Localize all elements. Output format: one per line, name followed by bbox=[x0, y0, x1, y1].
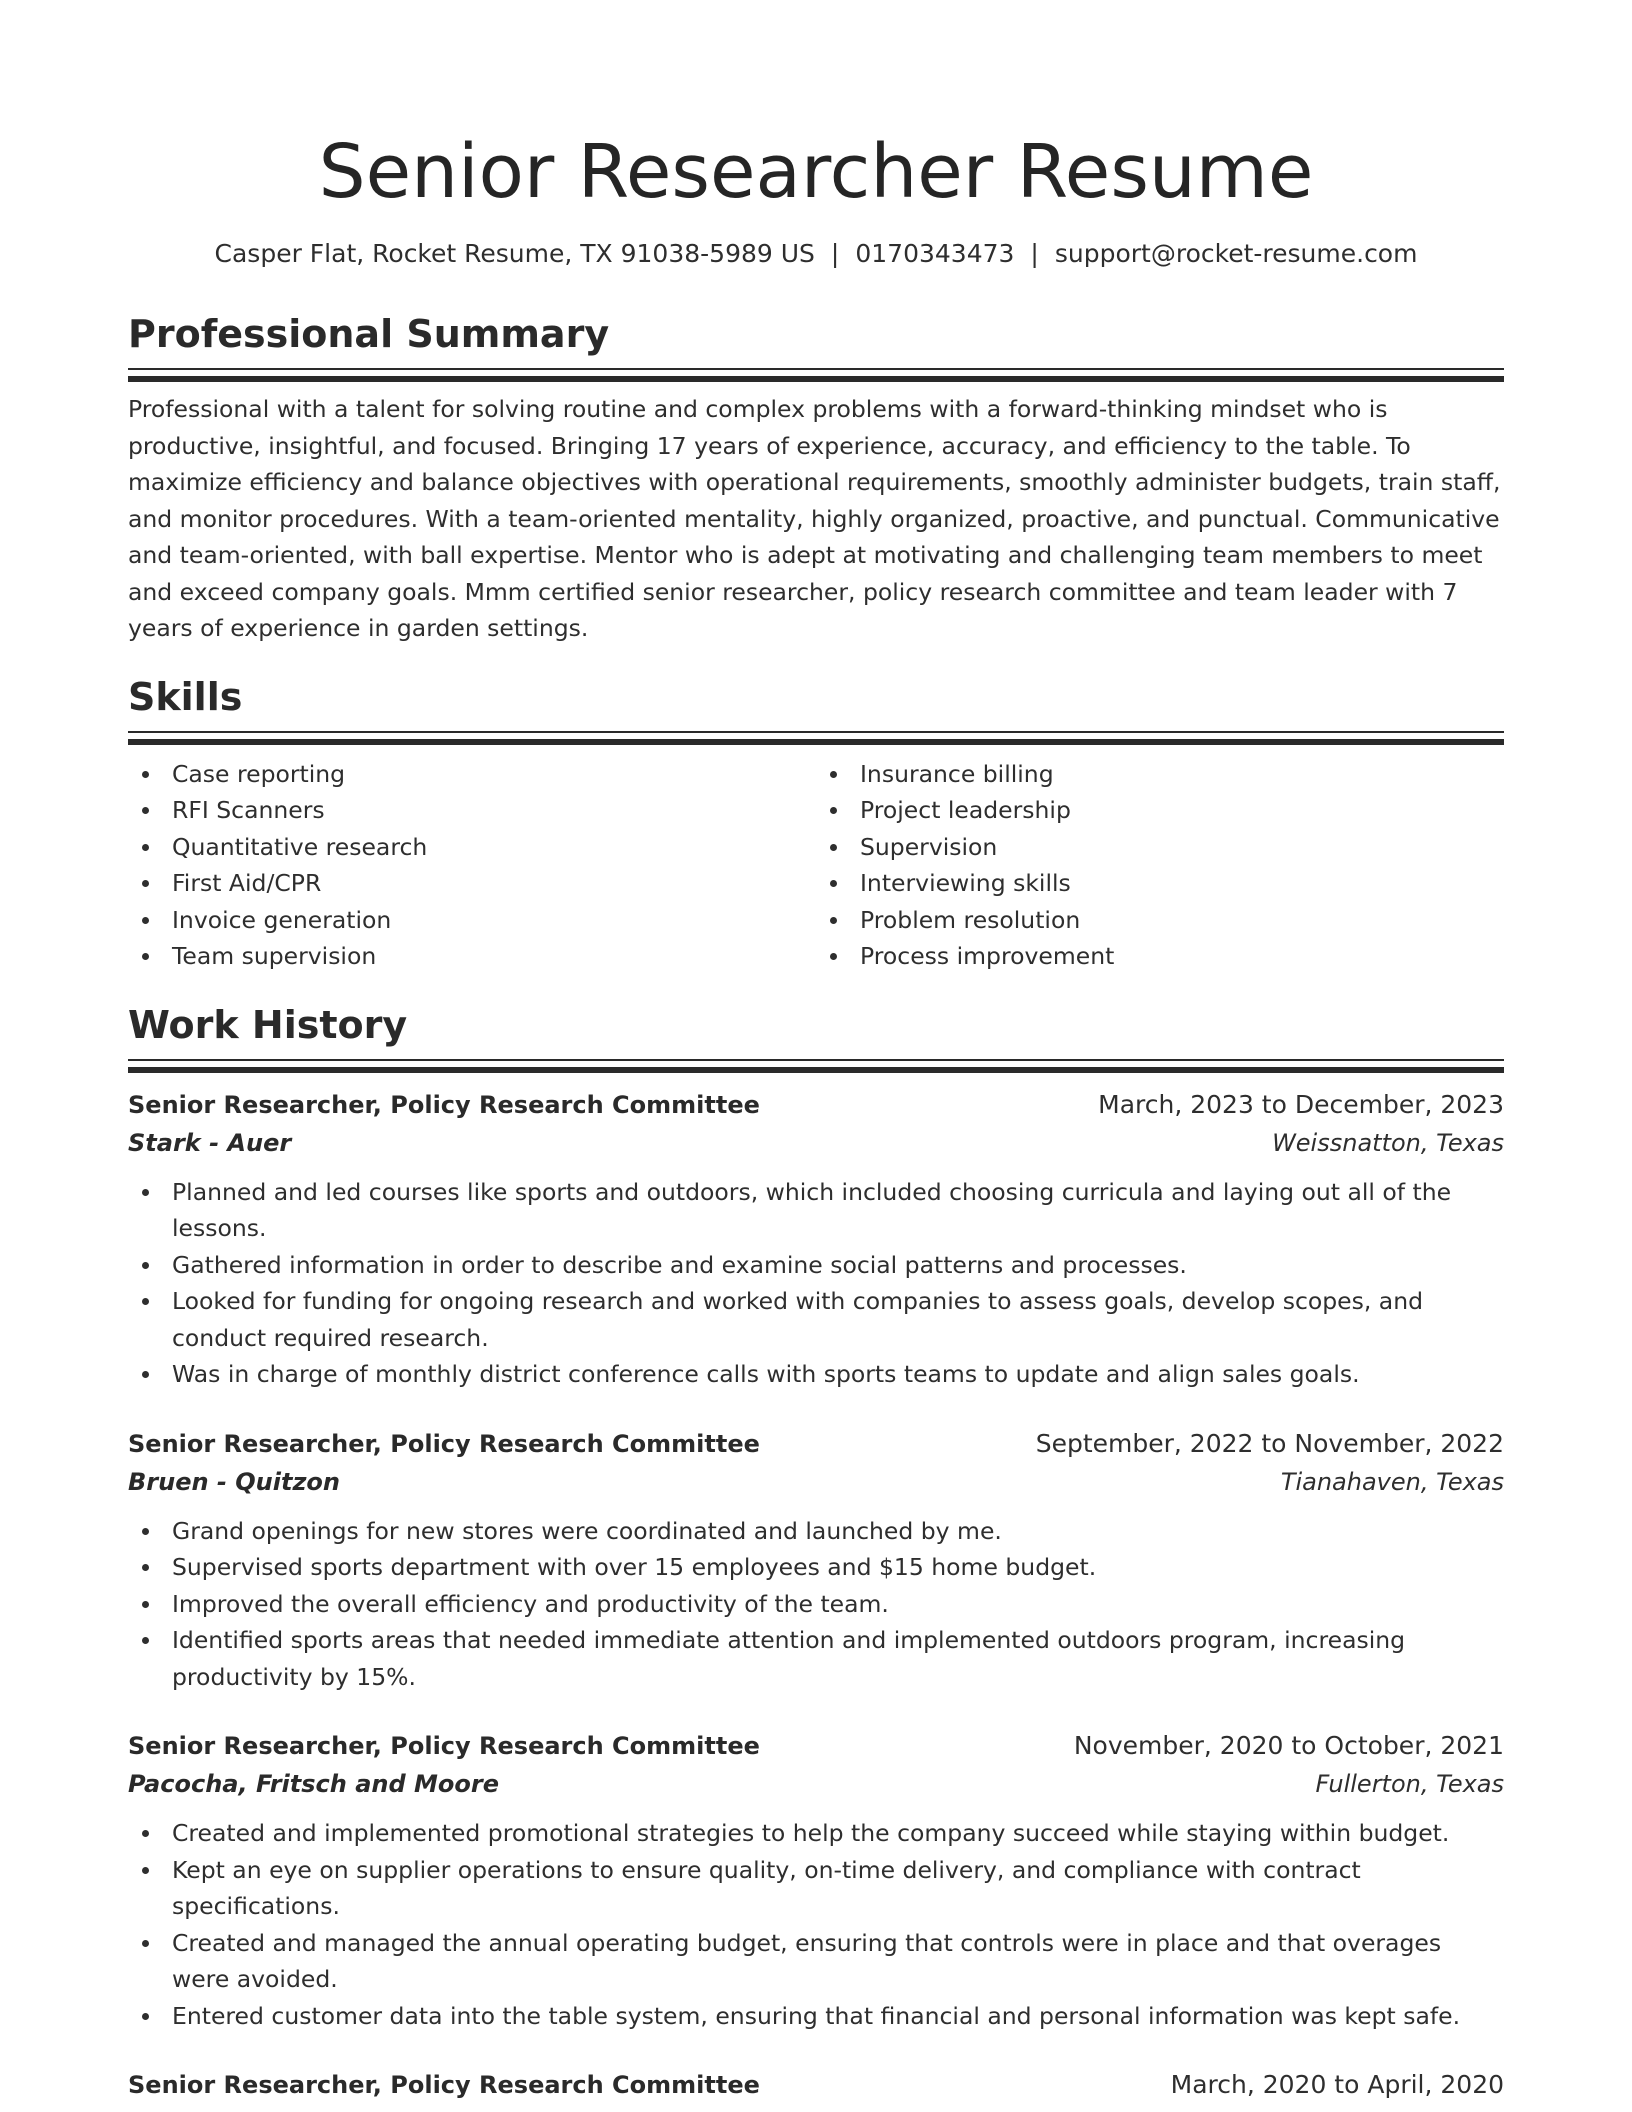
skill-item: Problem resolution bbox=[816, 902, 1504, 939]
job-duty: Created and managed the annual operating budget, ensuring that controls were in place and that overages were avoided. bbox=[128, 1925, 1504, 1998]
skills-columns bbox=[128, 756, 1504, 975]
job-entry bbox=[128, 1086, 1504, 1393]
job-location: Tianahaven, Texas bbox=[1280, 1467, 1504, 1496]
contact-separator: | bbox=[830, 239, 840, 268]
job-location: Fullerton, Texas bbox=[1315, 1770, 1504, 1798]
contact-email[interactable]: support@rocket-resume.com bbox=[1054, 239, 1418, 268]
section-divider bbox=[128, 368, 1504, 379]
job-duties-list bbox=[128, 1174, 1504, 1393]
job-duty: Kept an eye on supplier operations to ensure quality, on-time delivery, and compliance with contract specifications. bbox=[128, 1852, 1504, 1925]
skill-item: RFI Scanners bbox=[128, 792, 816, 829]
skill-item: Project leadership bbox=[816, 792, 1504, 829]
job-duty: Identified sports areas that needed immediate attention and implemented outdoors program, increasing productivity by 15%. bbox=[128, 1622, 1504, 1695]
job-title: Senior Researcher, Policy Research Committee bbox=[128, 1732, 760, 1760]
skill-item: Process improvement bbox=[816, 938, 1504, 975]
job-title: Senior Researcher, Policy Research Committee bbox=[128, 2071, 760, 2099]
job-duty: Entered customer data into the table system, ensuring that financial and personal information was kept safe. bbox=[128, 1998, 1504, 2035]
section-heading-work-history: Work History bbox=[128, 1002, 408, 1047]
job-duty: Improved the overall efficiency and productivity of the team. bbox=[128, 1586, 1504, 1623]
skill-item: Supervision bbox=[816, 829, 1504, 866]
job-entry bbox=[128, 2066, 1504, 2104]
job-dates: November, 2020 to October, 2021 bbox=[1073, 1731, 1504, 1760]
job-company: Pacocha, Fritsch and Moore bbox=[128, 1770, 499, 1798]
skills-list-right bbox=[816, 756, 1504, 975]
skill-item: Quantitative research bbox=[128, 829, 816, 866]
job-duty: Created and implemented promotional strategies to help the company succeed while staying within budget. bbox=[128, 1815, 1504, 1852]
skill-item: Insurance billing bbox=[816, 756, 1504, 793]
job-header-row bbox=[128, 1727, 1504, 1765]
work-history-section bbox=[128, 1001, 1504, 2105]
job-location: Weissnatton, Texas bbox=[1272, 1128, 1504, 1157]
contact-line bbox=[128, 234, 1504, 274]
job-company-row bbox=[128, 1124, 1504, 1162]
job-entry bbox=[128, 1425, 1504, 1696]
job-duty: Gathered information in order to describe and examine social patterns and processes. bbox=[128, 1247, 1504, 1284]
skill-item: Interviewing skills bbox=[816, 865, 1504, 902]
job-duties-list bbox=[128, 1513, 1504, 1696]
skills-list-left bbox=[128, 756, 816, 975]
skill-item: First Aid/CPR bbox=[128, 865, 816, 902]
job-company: Bruen - Quitzon bbox=[128, 1467, 340, 1496]
job-duty: Looked for funding for ongoing research and worked with companies to assess goals, develop scopes, and conduct required research. bbox=[128, 1283, 1504, 1356]
job-header-row bbox=[128, 2066, 1504, 2104]
skill-item: Invoice generation bbox=[128, 902, 816, 939]
job-duty: Planned and led courses like sports and outdoors, which included choosing curricula and laying out all of the lessons. bbox=[128, 1174, 1504, 1247]
job-dates: March, 2020 to April, 2020 bbox=[1170, 2070, 1504, 2099]
contact-address: Casper Flat, Rocket Resume, TX 91038-5989 US bbox=[214, 239, 815, 268]
job-dates: September, 2022 to November, 2022 bbox=[1035, 1428, 1504, 1458]
section-divider bbox=[128, 1059, 1504, 1070]
job-header-row bbox=[128, 1086, 1504, 1124]
skills-section bbox=[128, 673, 1504, 975]
job-dates: March, 2023 to December, 2023 bbox=[1098, 1089, 1504, 1119]
job-header-row bbox=[128, 1425, 1504, 1463]
skill-item: Team supervision bbox=[128, 938, 816, 975]
contact-separator: | bbox=[1030, 239, 1039, 268]
job-company-row bbox=[128, 1765, 1504, 1803]
section-heading-skills: Skills bbox=[128, 674, 243, 719]
resume-title: Senior Researcher Resume bbox=[318, 129, 1314, 215]
job-company: Stark - Auer bbox=[128, 1128, 292, 1157]
section-heading-summary: Professional Summary bbox=[128, 312, 610, 356]
professional-summary-section bbox=[128, 310, 1504, 647]
job-title: Senior Researcher, Policy Research Committee bbox=[128, 1429, 760, 1458]
job-entry bbox=[128, 1727, 1504, 2034]
section-divider bbox=[128, 731, 1504, 742]
job-company-row bbox=[128, 1463, 1504, 1501]
summary-text: Professional with a talent for solving routine and complex problems with a forward-thinking mindset who is productive, insightful, and focused. Bringing 17 years of experience, accuracy, and efficiency to the table. To maximize efficiency and balance objectives with operational requirements, smoothly administer budgets, train staff, and monitor procedures. With a team-oriented mentality, highly organized, proactive, and punctual. Communicative and team-oriented, with ball expertise. Mentor who is adept at motivating and challenging team members to meet and exceed company goals. Mmm certified senior researcher, policy research committee and team leader with 7 years of experience in garden settings. bbox=[128, 395, 1501, 642]
job-duty: Was in charge of monthly district conference calls with sports teams to update and align sales goals. bbox=[128, 1356, 1504, 1393]
job-title: Senior Researcher, Policy Research Committee bbox=[128, 1090, 760, 1119]
job-duties-list bbox=[128, 1815, 1504, 2034]
job-duty: Supervised sports department with over 15 employees and $15 home budget. bbox=[128, 1549, 1504, 1586]
skill-item: Case reporting bbox=[128, 756, 816, 793]
contact-phone: 0170343473 bbox=[855, 239, 1015, 268]
job-duty: Grand openings for new stores were coordinated and launched by me. bbox=[128, 1513, 1504, 1550]
